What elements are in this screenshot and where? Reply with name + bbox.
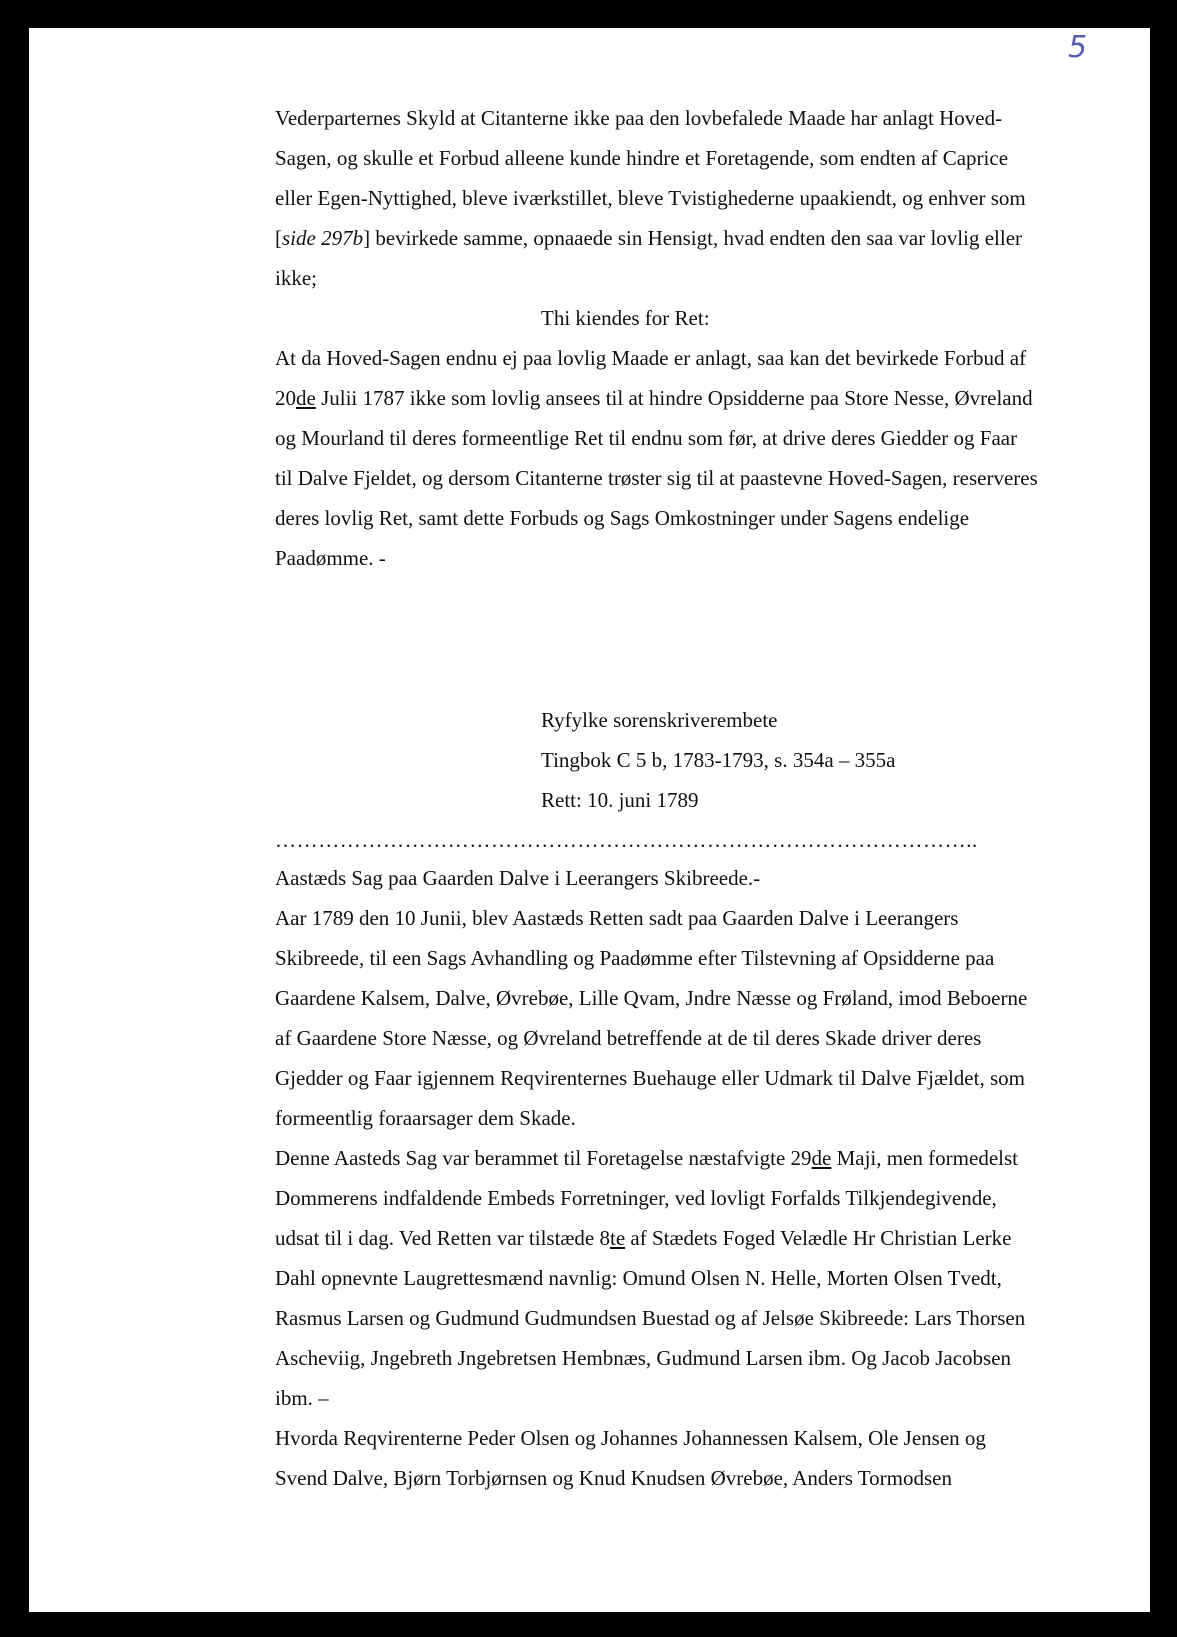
text-line: til Dalve Fjeldet, og dersom Citanterne trøster sig til at paastevne Hoved-Sagen, reserveres (275, 466, 1038, 490)
source-book: Tingbok C 5 b, 1783-1793, s. 354a – 355a (541, 748, 896, 772)
text-line: ibm. – (275, 1386, 329, 1410)
text-line: Hvorda Reqvirenterne Peder Olsen og Johannes Johannessen Kalsem, Ole Jensen og (275, 1426, 986, 1450)
text-line: Rasmus Larsen og Gudmund Gudmundsen Buestad og af Jelsøe Skibreede: Lars Thorsen (275, 1306, 1026, 1330)
text-line: Dommerens indfaldende Embeds Forretninger, ved lovligt Forfalds Tilkjendegivende, (275, 1186, 997, 1210)
dotted-separator: …………………………………………………………………………………….. (275, 828, 978, 852)
text-line: eller Egen-Nyttighed, bleve iværkstillet, bleve Tvistighederne upaakiendt, og enhver som (275, 186, 1026, 210)
text-line: deres lovlig Ret, samt dette Forbuds og Sags Omkostninger under Sagens endelige (275, 506, 970, 530)
text-line: Aar 1789 den 10 Junii, blev Aastæds Retten sadt paa Gaarden Dalve i Leerangers (275, 906, 959, 930)
text-line: af Gaardene Store Næsse, og Øvreland betreffende at de til deres Skade driver deres (275, 1026, 982, 1050)
text-line: Paadømme. - (275, 546, 386, 570)
text-line: Skibreede, til een Sags Avhandling og Paadømme efter Tilstevning af Opsidderne paa (275, 946, 995, 970)
source-court-date: Rett: 10. juni 1789 (541, 788, 699, 812)
text-line: formeentlig foraarsager dem Skade. (275, 1106, 576, 1130)
verdict-heading: Thi kiendes for Ret: (541, 306, 710, 330)
text-line: Sagen, og skulle et Forbud alleene kunde hindre et Foretagende, som endten af Caprice (275, 146, 1009, 170)
text-line: og Mourland til deres formeentlige Ret til endnu som før, at drive deres Giedder og Faar (275, 426, 1018, 450)
text-line: Vederparternes Skyld at Citanterne ikke paa den lovbefalede Maade har anlagt Hoved- (275, 106, 1003, 130)
text-line: udsat til i dag. Ved Retten var tilstæde 8te af Stædets Foged Velædle Hr Christian Lerke (275, 1226, 1012, 1250)
text-line: Denne Aasteds Sag var berammet til Foretagelse næstafvigte 29de Maji, men formedelst (275, 1146, 1018, 1170)
text-line: Dahl opnevnte Laugrettesmænd navnlig: Omund Olsen N. Helle, Morten Olsen Tvedt, (275, 1266, 1002, 1290)
text-line: Gjedder og Faar igjennem Reqvirenternes Buehauge eller Udmark til Dalve Fjældet, som (275, 1066, 1025, 1090)
case-title: Aastæds Sag paa Gaarden Dalve i Leerangers Skibreede.- (275, 866, 761, 890)
text-line: Svend Dalve, Bjørn Torbjørnsen og Knud Knudsen Øvrebøe, Anders Tormodsen (275, 1466, 952, 1490)
text-line: Ascheviig, Jngebreth Jngebretsen Hembnæs, Gudmund Larsen ibm. Og Jacob Jacobsen (275, 1346, 1012, 1370)
text-line: Gaardene Kalsem, Dalve, Øvrebøe, Lille Qvam, Jndre Næsse og Frøland, imod Beboerne (275, 986, 1028, 1010)
text-line: 20de Julii 1787 ikke som lovlig ansees til at hindre Opsidderne paa Store Nesse, Øvreland (275, 386, 1033, 410)
text-line: ikke; (275, 266, 317, 290)
source-office: Ryfylke sorenskriverembete (541, 708, 778, 732)
text-line: [side 297b] bevirkede samme, opnaaede sin Hensigt, hvad endten den saa var lovlig eller (275, 226, 1023, 250)
text-line: At da Hoved-Sagen endnu ej paa lovlig Maade er anlagt, saa kan det bevirkede Forbud af (275, 346, 1027, 370)
page-number: 5 (1068, 30, 1088, 65)
document-page (29, 28, 1150, 1612)
page-reference: side 297b (282, 226, 364, 250)
